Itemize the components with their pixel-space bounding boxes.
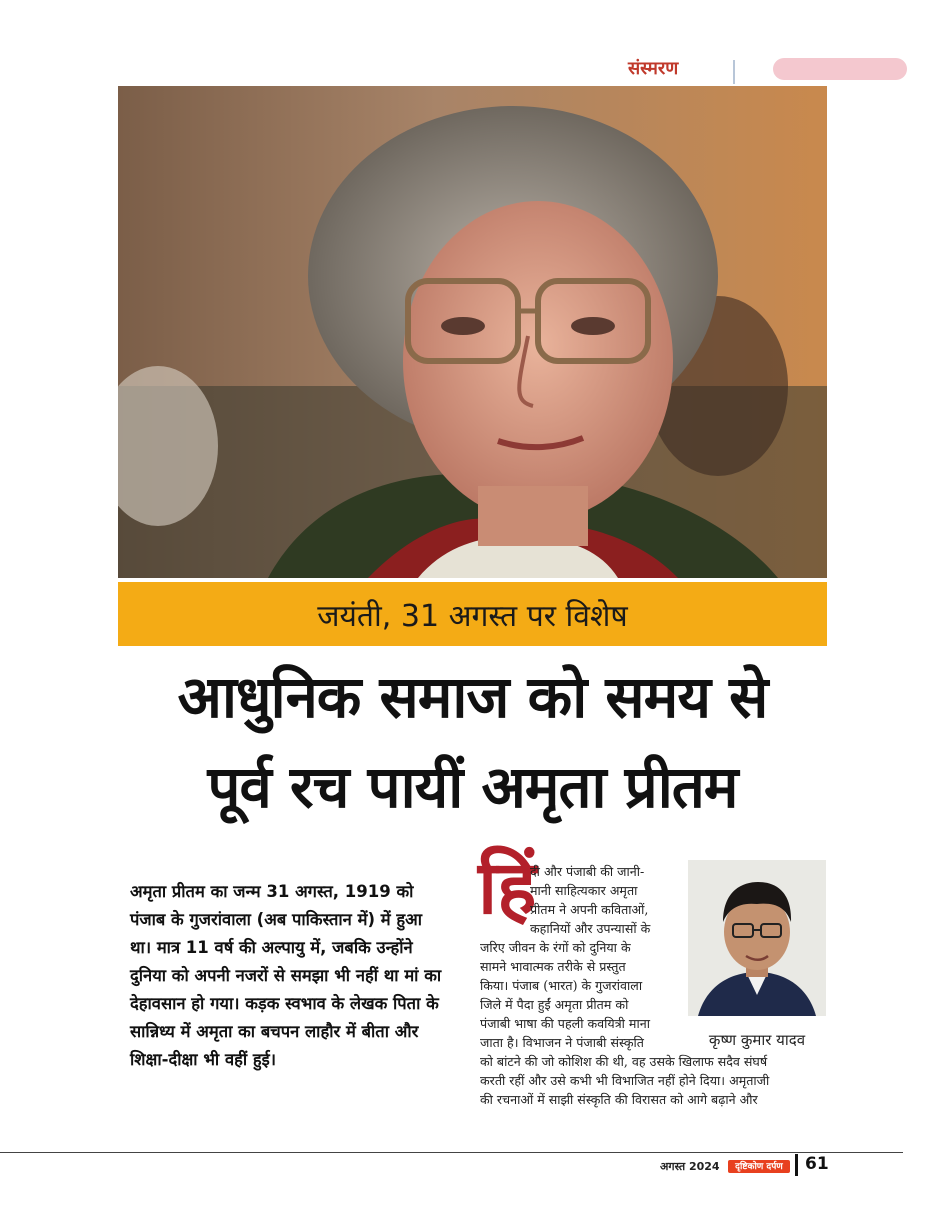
body-line: मानी साहित्यकार अमृता	[530, 883, 638, 898]
body-line: जाता है। विभाजन ने पंजाबी संस्कृति	[480, 1035, 644, 1050]
body-line: दी और पंजाबी की जानी-	[530, 864, 645, 879]
kicker-text: जयंती, 31 अगस्त पर विशेष	[317, 598, 628, 634]
body-line: जिले में पैदा हुईं अमृता प्रीतम को	[480, 997, 629, 1012]
author-name: कृष्ण कुमार यादव	[708, 1031, 806, 1049]
body-line: को बांटने की जो कोशिश की थी, वह उसके खिलाफ सदैव संघर्ष	[480, 1054, 768, 1069]
headline-line-1: आधुनिक समाज को समय से	[177, 663, 768, 731]
headline-line-2: पूर्व रच पायीं अमृता प्रीतम	[207, 753, 738, 821]
body-line: सामने भावात्मक तरीके से प्रस्तुत	[480, 959, 626, 974]
footer-month: अगस्त 2024	[660, 1160, 720, 1173]
portrait-photo-icon	[118, 86, 827, 578]
drop-cap: हिं	[478, 845, 537, 931]
body-line: कहानियों और उपन्यासों के	[530, 921, 651, 936]
body-line: करती रहीं और उसे कभी भी विभाजित नहीं होने दिया। अमृताजी	[480, 1073, 770, 1088]
publication-logo-text: दृष्टिकोण दर्पण	[735, 1162, 783, 1172]
header-pill	[773, 58, 907, 80]
section-label: संस्मरण	[628, 58, 679, 79]
footer-rule	[0, 1152, 903, 1153]
header-divider	[733, 60, 735, 84]
body-line: पंजाबी भाषा की पहली कवयित्री माना	[480, 1016, 650, 1031]
body-line: की रचनाओं में साझी संस्कृति की विरासत को आगे बढ़ाने और	[480, 1092, 758, 1107]
intro-paragraph: अमृता प्रीतम का जन्म 31 अगस्त, 1919 को पंजाब के गुजरांवाला (अब पाकिस्तान में) में हुआ था। मात्र 11 वर्ष की अल्पायु में, जबकि उन्होंने दुनिया को अपनी नजरों से समझा भी नहीं था मां का देहावसान हो गया। कड़क स्वभाव के लेखक पिता के सान्निध्य में अमृता का बचपन लाहौर में बीता और शिक्षा-दीक्षा भी वहीं हुई।	[130, 882, 442, 1069]
headline	[118, 652, 827, 832]
feature-portrait-photo	[118, 86, 827, 578]
author-photo	[688, 860, 826, 1016]
body-line: किया। पंजाब (भारत) के गुजरांवाला	[480, 978, 643, 993]
body-line: प्रीतम ने अपनी कविताओं,	[530, 902, 649, 917]
author-photo-icon	[688, 860, 826, 1016]
kicker-band	[118, 582, 827, 646]
footer-divider	[795, 1154, 798, 1176]
page-number: 61	[805, 1154, 829, 1174]
body-line: जरिए जीवन के रंगों को दुनिया के	[480, 940, 631, 955]
